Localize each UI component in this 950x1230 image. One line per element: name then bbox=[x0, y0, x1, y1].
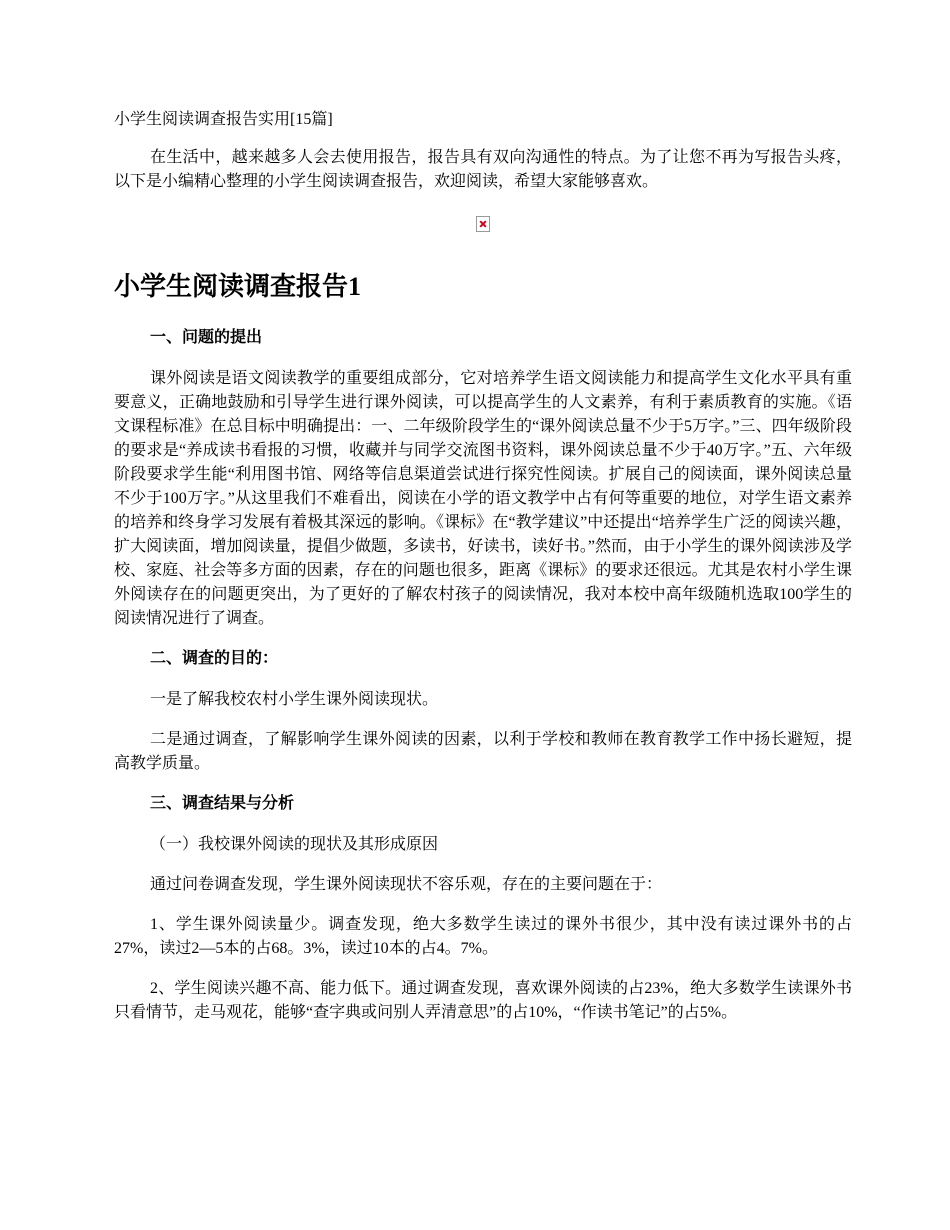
section-heading-purpose: 二、调查的目的： bbox=[150, 650, 279, 667]
section-heading-results: 三、调查结果与分析 bbox=[150, 795, 295, 812]
section-heading-problem: 一、问题的提出 bbox=[150, 329, 263, 346]
intro-paragraph: 在生活中，越来越多人会去使用报告，报告具有双向沟通性的特点。为了让您不再为写报告头疼，以下是小编精心整理的小学生阅读调查报告，欢迎阅读，希望大家能够喜欢。 bbox=[114, 149, 852, 190]
section-paragraph: 通过问卷调查发现，学生课外阅读现状不容乐观，存在的主要问题在于： bbox=[150, 876, 663, 893]
document-page bbox=[114, 108, 852, 1041]
broken-image-icon bbox=[476, 216, 490, 232]
section-paragraph: 2、学生阅读兴趣不高、能力低下。通过调查发现，喜欢课外阅读的占23%，绝大多数学生读课外书只看情节，走马观花，能够“查字典或问别人弄清意思”的占10%，“作读书笔记”的占5%。 bbox=[114, 980, 852, 1021]
section-paragraph: 二是通过调查，了解影响学生课外阅读的因素，以利于学校和教师在教育教学工作中扬长避短，提高教学质量。 bbox=[114, 731, 852, 772]
image-placeholder bbox=[114, 216, 852, 236]
section-paragraph: 课外阅读是语文阅读教学的重要组成部分，它对培养学生语文阅读能力和提高学生文化水平具有重要意义，正确地鼓励和引导学生进行课外阅读，可以提高学生的人文素养，有利于素质教育的实施。《语文课程标准》在总目标中明确提出：一、二年级阶段学生的“课外阅读总量不少于5万字。”三、四年级阶段的要求是“养成读书看报的习惯，收藏并与同学交流图书资料，课外阅读总量不少于40万字。”五、六年级阶段要求学生能“利用图书馆、网络等信息渠道尝试进行探究性阅读。扩展自己的阅读面，课外阅读总量不少于100万字。”从这里我们不难看出，阅读在小学的语文教学中占有何等重要的地位，对学生语文素养的培养和终身学习发展有着极其深远的影响。《课标》在“教学建议”中还提出“培养学生广泛的阅读兴趣，扩大阅读面，增加阅读量，提倡少做题，多读书，好读书，读好书。”然而，由于小学生的课外阅读涉及学校、家庭、社会等多方面的因素，存在的问题也很多，距离《课标》的要求还很远。尤其是农村小学生课外阅读存在的问题更突出，为了更好的了解农村孩子的阅读情况，我对本校中高年级随机选取100学生的阅读情况进行了调查。 bbox=[114, 370, 852, 627]
report-heading: 小学生阅读调查报告1 bbox=[114, 272, 362, 301]
section-paragraph: 1、学生课外阅读量少。调查发现，绝大多数学生读过的课外书很少，其中没有读过课外书的占27%，读过2—5本的占68。3%，读过10本的占4。7%。 bbox=[114, 916, 852, 957]
section-paragraph: 一是了解我校农村小学生课外阅读现状。 bbox=[150, 691, 439, 708]
document-title: 小学生阅读调查报告实用[15篇] bbox=[114, 111, 333, 128]
subsection-heading: （一）我校课外阅读的现状及其形成原因 bbox=[150, 836, 439, 853]
